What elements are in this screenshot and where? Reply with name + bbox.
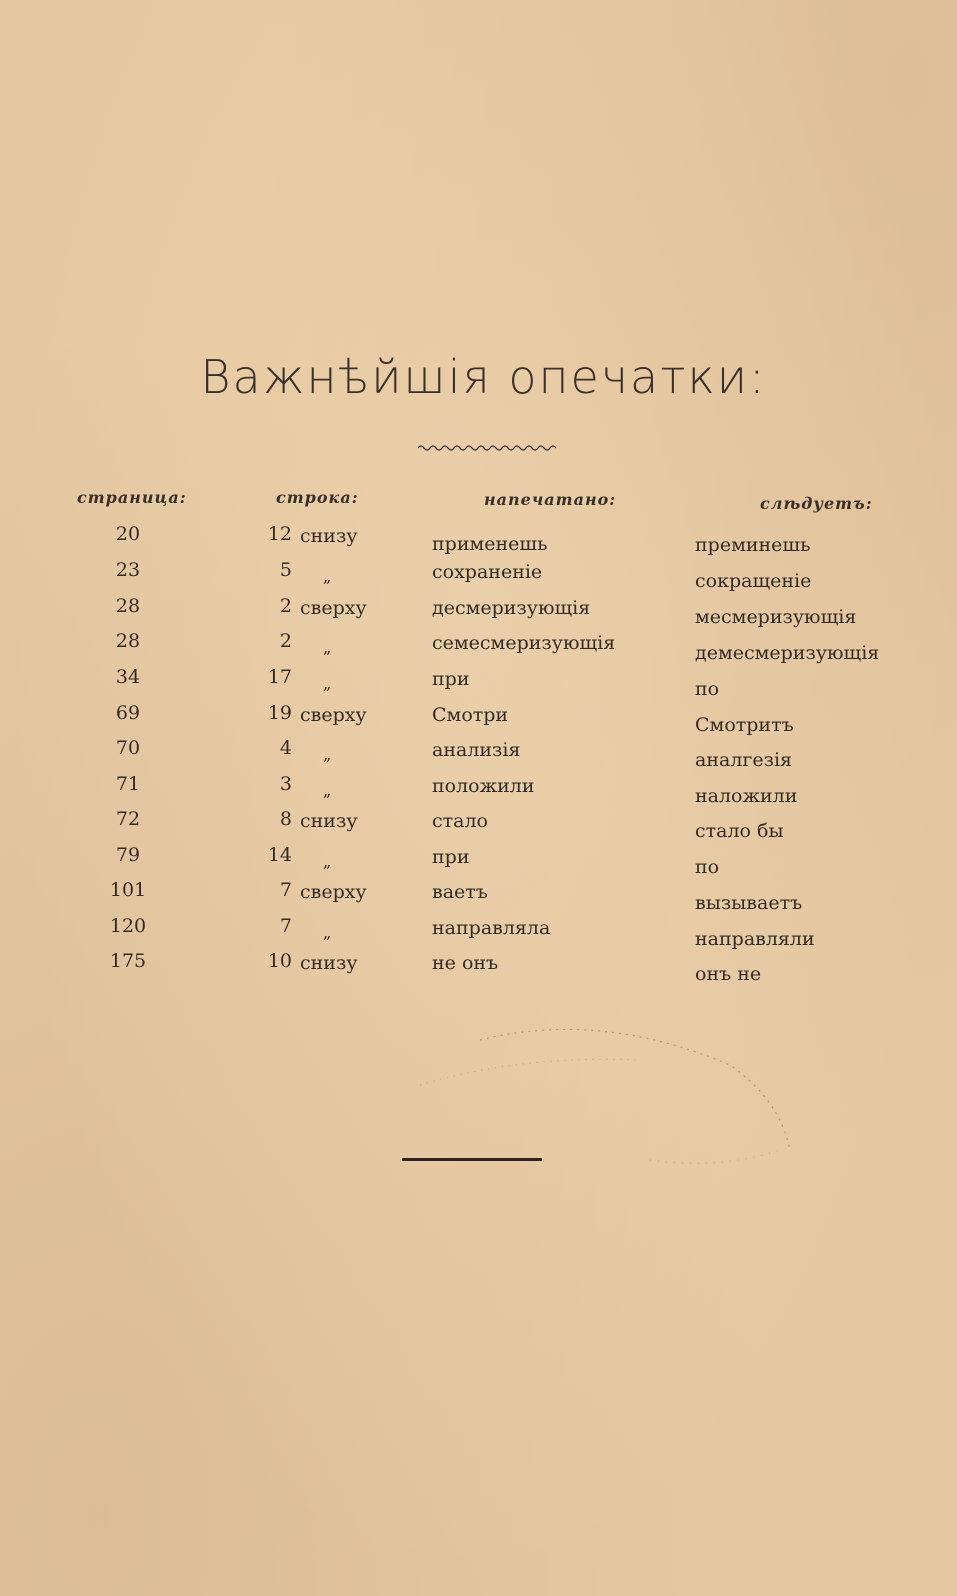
line-position-cell: „ xyxy=(323,781,332,800)
line-position-cell: „ xyxy=(323,923,332,942)
line-number-cell: 2 xyxy=(279,630,292,652)
line-position-cell: снизу xyxy=(300,952,358,974)
line-position-cell: сверху xyxy=(300,881,367,903)
correction-text-cell: по xyxy=(695,678,720,700)
printed-text-cell: при xyxy=(432,668,470,690)
correction-text-cell: сокращеніе xyxy=(695,570,812,592)
page-title: Важнѣйшія опечатки: xyxy=(200,350,767,404)
faded-stamp-mark xyxy=(400,1020,820,1240)
line-number-cell: 14 xyxy=(267,844,292,866)
page-number-cell: 23 xyxy=(115,559,141,581)
correction-text-cell: Смотритъ xyxy=(695,714,794,736)
printed-text-cell: ваетъ xyxy=(432,881,488,903)
line-number-cell: 4 xyxy=(279,737,292,759)
line-position-cell: снизу xyxy=(300,525,358,547)
page-number-cell: 69 xyxy=(115,702,141,724)
wavy-ornament xyxy=(418,442,560,454)
printed-text-cell: стало xyxy=(432,810,488,832)
line-number-cell: 2 xyxy=(279,595,292,617)
line-position-cell: сверху xyxy=(300,704,367,726)
line-number-cell: 12 xyxy=(267,523,292,545)
page-number-cell: 28 xyxy=(115,630,141,652)
correction-text-cell: месмеризующія xyxy=(695,606,857,628)
printed-text-cell: десмеризующія xyxy=(432,597,591,619)
closing-rule xyxy=(402,1158,542,1161)
printed-text-cell: не онъ xyxy=(432,952,499,974)
line-number-cell: 19 xyxy=(267,702,292,724)
line-position-cell: „ xyxy=(323,674,332,693)
printed-text-cell: положили xyxy=(432,775,535,797)
line-number-cell: 7 xyxy=(279,915,292,937)
page-number-cell: 70 xyxy=(115,737,141,759)
correction-text-cell: вызываетъ xyxy=(695,892,803,914)
line-number-cell: 5 xyxy=(279,559,292,581)
page-number-cell: 71 xyxy=(115,773,141,795)
page-number-cell: 120 xyxy=(109,915,147,937)
header-page: страница: xyxy=(77,488,187,507)
line-position-cell: „ xyxy=(323,852,332,871)
correction-text-cell: демесмеризующія xyxy=(695,642,880,664)
page-number-cell: 79 xyxy=(115,844,141,866)
line-position-cell: „ xyxy=(323,745,332,764)
correction-text-cell: стало бы xyxy=(695,820,784,842)
correction-text-cell: онъ не xyxy=(695,963,762,985)
printed-text-cell: Смотри xyxy=(432,704,509,726)
header-line: строка: xyxy=(276,488,359,507)
printed-text-cell: анализія xyxy=(432,739,521,761)
line-number-cell: 17 xyxy=(267,666,292,688)
correction-text-cell: аналгезія xyxy=(695,749,793,771)
page-number-cell: 101 xyxy=(109,879,147,901)
correction-text-cell: направляли xyxy=(695,928,815,950)
printed-text-cell: направляла xyxy=(432,917,551,939)
line-number-cell: 3 xyxy=(279,773,292,795)
header-printed: напечатано: xyxy=(484,490,617,509)
correction-text-cell: наложили xyxy=(695,785,798,807)
line-position-cell: „ xyxy=(323,638,332,657)
line-number-cell: 8 xyxy=(279,808,292,830)
page-number-cell: 34 xyxy=(115,666,141,688)
printed-text-cell: при xyxy=(432,846,470,868)
correction-text-cell: по xyxy=(695,856,720,878)
page-number-cell: 20 xyxy=(115,523,141,545)
line-position-cell: сверху xyxy=(300,597,367,619)
page-number-cell: 175 xyxy=(109,950,147,972)
page-number-cell: 28 xyxy=(115,595,141,617)
header-should-be: слѣдуетъ: xyxy=(760,494,873,513)
line-number-cell: 10 xyxy=(267,950,292,972)
printed-text-cell: семесмеризующія xyxy=(432,632,616,654)
line-number-cell: 7 xyxy=(279,879,292,901)
correction-text-cell: преминешь xyxy=(695,534,811,556)
printed-text-cell: применешь xyxy=(432,533,548,555)
page-number-cell: 72 xyxy=(115,808,141,830)
line-position-cell: снизу xyxy=(300,810,358,832)
line-position-cell: „ xyxy=(323,567,332,586)
printed-text-cell: сохраненіе xyxy=(432,561,543,583)
